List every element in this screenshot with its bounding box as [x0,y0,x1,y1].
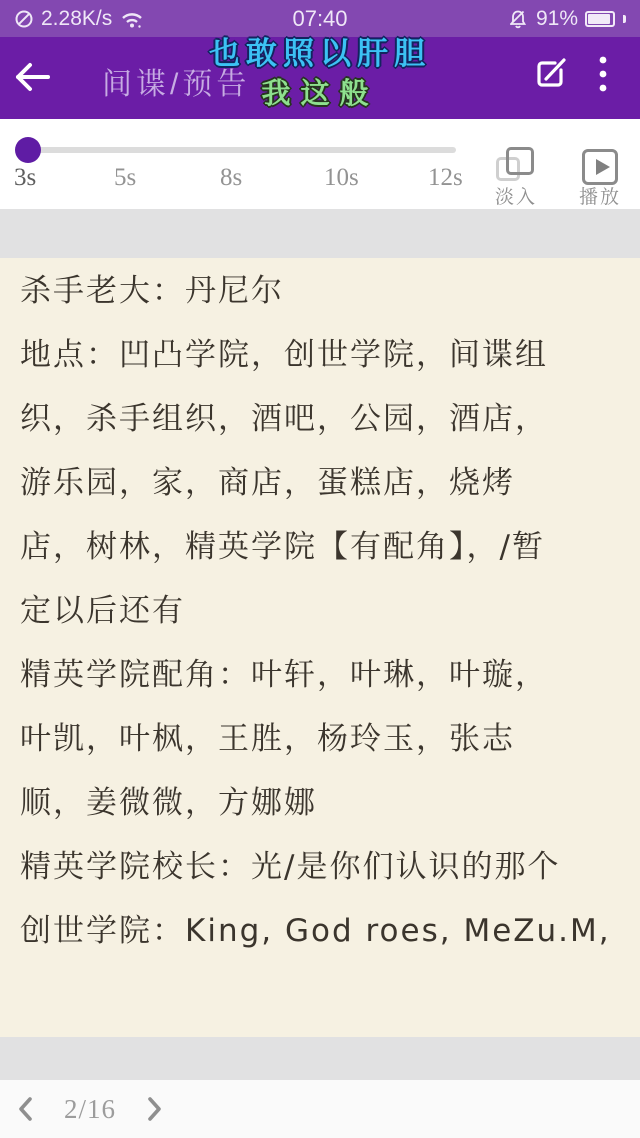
duration-toolbar [0,119,640,209]
text-line: 杀手老大：丹尼尔 [20,273,284,309]
status-left [14,7,145,31]
text-line: 精英学院校长：光/是你们认识的那个 [20,849,561,885]
text-line: 顺，姜微微，方娜娜 [20,785,317,821]
subtitle-overlay-line1: 也敢照以肝胆 [209,36,431,71]
prev-page-button[interactable] [16,1095,34,1123]
battery-icon [585,11,615,27]
text-line: 叶凯，叶枫，王胜，杨玲玉，张志 [20,721,515,757]
text-line: 店，树林，精英学院【有配角】，/暂 [20,529,545,565]
page-title: 间谍/预告 [102,68,251,101]
subtitle-overlay-line2: 我这般 [261,78,379,110]
duration-slider-track[interactable] [28,147,456,153]
duration-option-10s[interactable]: 10s [324,164,359,191]
fade-in-label: 淡入 [494,187,537,208]
clock: 07:40 [292,5,348,31]
status-right [507,7,626,31]
duration-option-5s[interactable]: 5s [114,164,137,191]
note-content[interactable] [0,258,640,1037]
text-line: 织，杀手组织，酒吧，公园，酒店， [20,401,548,437]
next-page-button[interactable] [146,1095,164,1123]
wifi-icon [119,9,145,29]
mute-bell-icon [507,8,529,30]
page-indicator: 2/16 [64,1093,117,1124]
fade-in-icon [496,147,536,187]
battery-tip [623,15,626,23]
text-line: 地点：凹凸学院，创世学院，间谍组 [20,337,548,373]
chevron-right-icon [146,1095,164,1123]
text-line: 创世学院：King, God roes, MeZu.M, [20,913,611,949]
battery-percent: 91% [535,6,578,30]
duration-slider-thumb[interactable] [15,137,41,163]
duration-option-12s[interactable]: 12s [428,164,463,191]
text-line: 游乐园，家，商店，蛋糕店，烧烤 [20,465,515,501]
data-blocked-icon [14,9,34,29]
separator-band-top [0,209,640,258]
pagination-bar [0,1080,640,1138]
play-button[interactable] [572,127,628,208]
fade-in-button[interactable] [488,127,544,208]
duration-option-8s[interactable]: 8s [220,164,243,191]
duration-option-3s[interactable]: 3s [14,164,37,191]
text-line: 精英学院配角：叶轩，叶琳，叶璇， [20,657,548,693]
play-icon [582,149,618,185]
network-speed: 2.28K/s [41,6,113,30]
chevron-left-icon [16,1095,34,1123]
text-line: 定以后还有 [20,593,185,629]
separator-band-bottom [0,1037,640,1080]
play-label: 播放 [578,187,621,208]
